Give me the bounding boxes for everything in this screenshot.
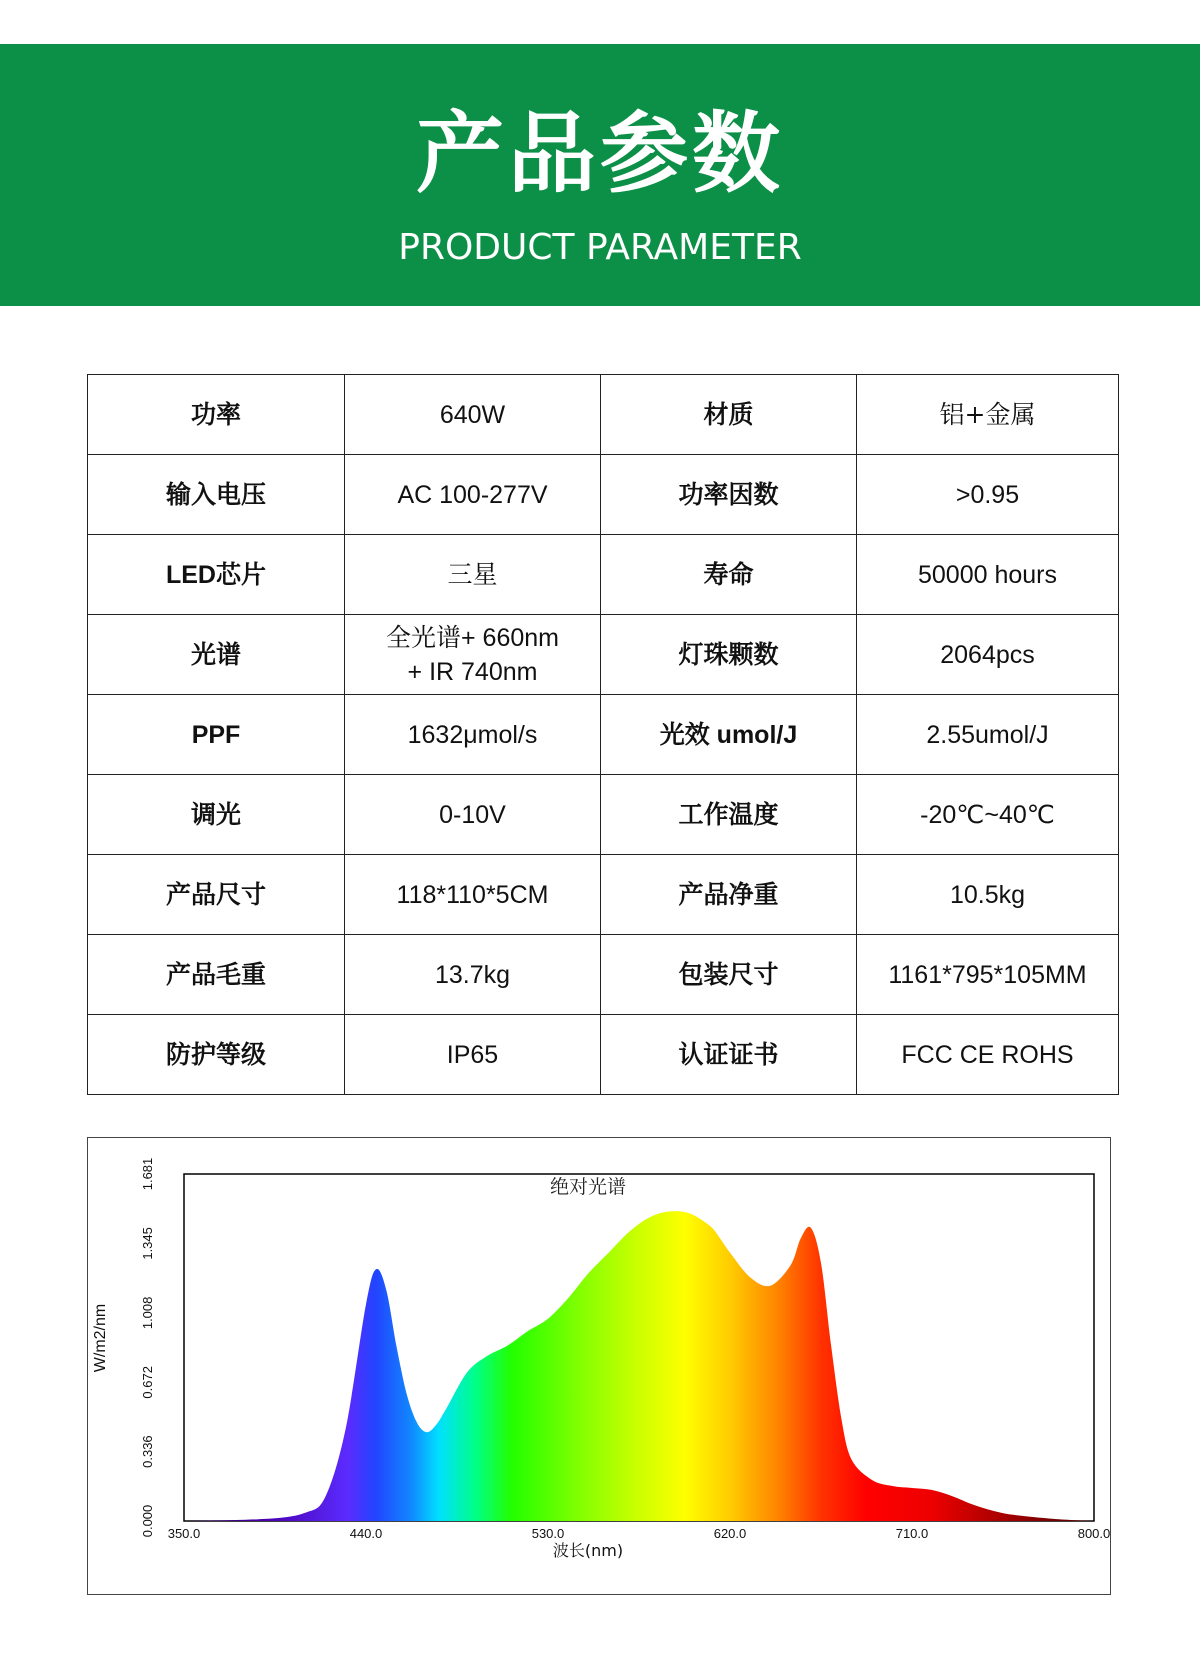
- spec-label: 产品净重: [601, 855, 857, 935]
- spec-label: 产品毛重: [88, 935, 345, 1015]
- chart-title: 绝对光谱: [549, 1176, 627, 1198]
- spec-value: 三星: [345, 535, 601, 615]
- x-tick-label: 530.0: [531, 1526, 565, 1541]
- y-tick-label: 1.008: [140, 1296, 155, 1330]
- x-tick-label: 710.0: [895, 1526, 929, 1541]
- spec-label: 光谱: [88, 615, 345, 695]
- header-banner: [0, 44, 1200, 306]
- x-tick-label: 800.0: [1077, 1526, 1111, 1541]
- spec-value: 铝+金属: [857, 375, 1119, 455]
- spec-value: 1161*795*105MM: [857, 935, 1119, 1015]
- spec-value: -20℃~40℃: [857, 775, 1119, 855]
- table-row: [88, 935, 1119, 1015]
- spec-value: 2.55umol/J: [857, 695, 1119, 775]
- table-row: [88, 535, 1119, 615]
- x-tick-label: 440.0: [349, 1526, 383, 1541]
- spec-label: 光效 umol/J: [601, 695, 857, 775]
- spec-label: 工作温度: [601, 775, 857, 855]
- x-tick-label: 620.0: [713, 1526, 747, 1541]
- y-tick-label: 0.336: [140, 1435, 155, 1468]
- y-tick-label: 0.672: [140, 1366, 155, 1399]
- y-tick-label: 0.000: [140, 1504, 155, 1538]
- spec-value: 全光谱+ 660nm + IR 740nm: [345, 615, 601, 695]
- y-tick-label: 1.681: [140, 1157, 155, 1191]
- spec-value: 0-10V: [345, 775, 601, 855]
- spec-value: 640W: [345, 375, 601, 455]
- spec-label: 认证证书: [601, 1015, 857, 1095]
- y-axis-label: W/m2/nm: [92, 1303, 109, 1373]
- spec-label: 包装尺寸: [601, 935, 857, 1015]
- spec-value: AC 100-277V: [345, 455, 601, 535]
- spec-label: 寿命: [601, 535, 857, 615]
- spec-value: 118*110*5CM: [345, 855, 601, 935]
- spec-label: 灯珠颗数: [601, 615, 857, 695]
- x-tick-label: 350.0: [167, 1526, 201, 1541]
- table-row: [88, 455, 1119, 535]
- table-row: [88, 855, 1119, 935]
- spec-value: 13.7kg: [345, 935, 601, 1015]
- spec-value: >0.95: [857, 455, 1119, 535]
- spec-value: 10.5kg: [857, 855, 1119, 935]
- spec-value: 50000 hours: [857, 535, 1119, 615]
- spec-label: 产品尺寸: [88, 855, 345, 935]
- spec-label: 功率因数: [601, 455, 857, 535]
- table-row: [88, 775, 1119, 855]
- spec-label: 防护等级: [88, 1015, 345, 1095]
- page-title: 产品参数: [415, 102, 784, 205]
- spec-table: [87, 374, 1119, 1095]
- spectrum-chart: [87, 1137, 1111, 1595]
- x-axis-label: 波长(nm): [552, 1541, 624, 1560]
- spec-label: 材质: [601, 375, 857, 455]
- table-row: [88, 375, 1119, 455]
- table-row: [88, 1015, 1119, 1095]
- table-row: [88, 615, 1119, 695]
- spec-label: 调光: [88, 775, 345, 855]
- spec-value: 2064pcs: [857, 615, 1119, 695]
- spec-label: 输入电压: [88, 455, 345, 535]
- page-subtitle: PRODUCT PARAMETER: [398, 227, 802, 268]
- spec-label: 功率: [88, 375, 345, 455]
- spec-value: 1632μmol/s: [345, 695, 601, 775]
- spec-label: LED芯片: [88, 535, 345, 615]
- spec-label: PPF: [88, 695, 345, 775]
- table-row: [88, 695, 1119, 775]
- y-tick-label: 1.345: [140, 1227, 155, 1260]
- spec-value: IP65: [345, 1015, 601, 1095]
- spectrum-area: [184, 1211, 1094, 1521]
- spec-value: FCC CE ROHS: [857, 1015, 1119, 1095]
- spectrum-chart-svg: [88, 1138, 1112, 1596]
